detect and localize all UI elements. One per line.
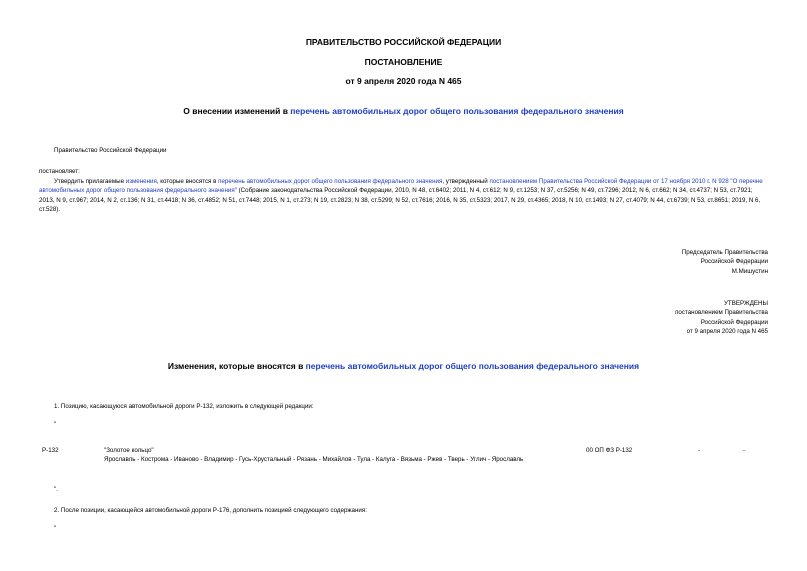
decree-paragraph xyxy=(39,177,769,215)
signature-line-3: М.Мишустин xyxy=(731,267,768,275)
signature-block xyxy=(520,248,768,276)
title-prefix: О внесении изменений в xyxy=(183,106,291,116)
changes-title-prefix: Изменения, которые вносятся в xyxy=(167,361,306,371)
changes-title-link[interactable]: перечень автомобильных дорог общего пользования федерального значения xyxy=(305,361,640,371)
road-list-link[interactable]: перечень автомобильных дорог общего пользования федерального значения xyxy=(218,178,443,185)
item-2: 2. После позиции, касающейся автомобильной дороги Р-176, дополнить позицией следующего содержания: xyxy=(54,507,367,514)
row-route: Ярославль - Кострома - Иваново - Владимир - Гусь-Хрустальный - Рязань - Михайлов - Тула - Калуга - Вязьма - Ржев - Тверь - Углич - Ярославль xyxy=(104,456,524,464)
decree-928-link[interactable]: постановлением Правительства Российской Федерации от 17 ноября 2010 г. N 928 "О перечне автомобильных дорог общего пользования федерального значения" xyxy=(39,178,763,195)
item-1: 1. Позицию, касающуюся автомобильной дороги Р-132, изложить в следующей редакции: xyxy=(54,403,314,410)
changes-link[interactable]: изменения xyxy=(125,178,157,185)
approved-line-1: УТВЕРЖДЕНЫ xyxy=(724,300,768,307)
changes-title xyxy=(0,361,807,371)
row-col6: - xyxy=(743,447,746,454)
header-government: ПРАВИТЕЛЬСТВО РОССИЙСКОЙ ФЕДЕРАЦИИ xyxy=(305,37,502,47)
row-id: 00 ОП ФЗ Р-132 xyxy=(586,447,633,454)
quote-close: ". xyxy=(54,486,58,493)
para-text-b: , которые вносятся в xyxy=(156,178,219,185)
approved-block xyxy=(520,299,768,337)
para-text-d: (Собрание законодательства Российской Федерации, 2010, N 48, ст.6402; 2011, N 4, ст.612; N 9, ст.1253; N 37, ст.5256; N 49, ст.7296; 2012, N 6, ст.662; N 34, ст.4737; N 53, ст.7921; 2013, N 9, ст.967; 2014, N 2, ст.136; N 31, ст.4418; N 36, ст.4852; N 51, ст.7448; 2015, N 1, ст.273; N 19, ст.2823; N 38, ст.5299; N 52, ст.7616; 2016, N 35, ст.5323; 2017, N 29, ст.4365; 2018, N 10, ст.1493; N 27, ст.4079; N 44, ст.6739; N 53, ст.8651; 2019, N 6, ст.528). xyxy=(39,187,761,214)
quote-open-2: " xyxy=(54,525,57,532)
para-text-c: , утвержденный xyxy=(442,178,490,185)
row-code: Р-132 xyxy=(42,447,59,454)
approved-line-2: постановлением Правительства xyxy=(675,309,768,317)
signature-line-1: Председатель Правительства xyxy=(681,249,768,256)
row-name: "Золотое кольцо" xyxy=(104,447,154,454)
row-col5: - xyxy=(698,447,701,454)
row-description xyxy=(104,446,534,465)
header-decree: ПОСТАНОВЛЕНИЕ xyxy=(364,57,443,67)
document-title xyxy=(0,106,807,116)
title-link[interactable]: перечень автомобильных дорог общего пользования федерального значения xyxy=(290,106,624,116)
approved-line-3: Российской Федерации xyxy=(700,318,768,326)
approved-line-4: от 9 апреля 2020 года N 465 xyxy=(686,328,768,336)
decides-label: постановляет: xyxy=(39,168,80,175)
government-label: Правительство Российской Федерации xyxy=(54,147,167,154)
para-text-a: Утвердить прилагаемые xyxy=(54,178,126,185)
quote-open: " xyxy=(54,421,57,428)
signature-line-2: Российской Федерации xyxy=(700,258,768,266)
header-date: от 9 апреля 2020 года N 465 xyxy=(345,76,462,86)
